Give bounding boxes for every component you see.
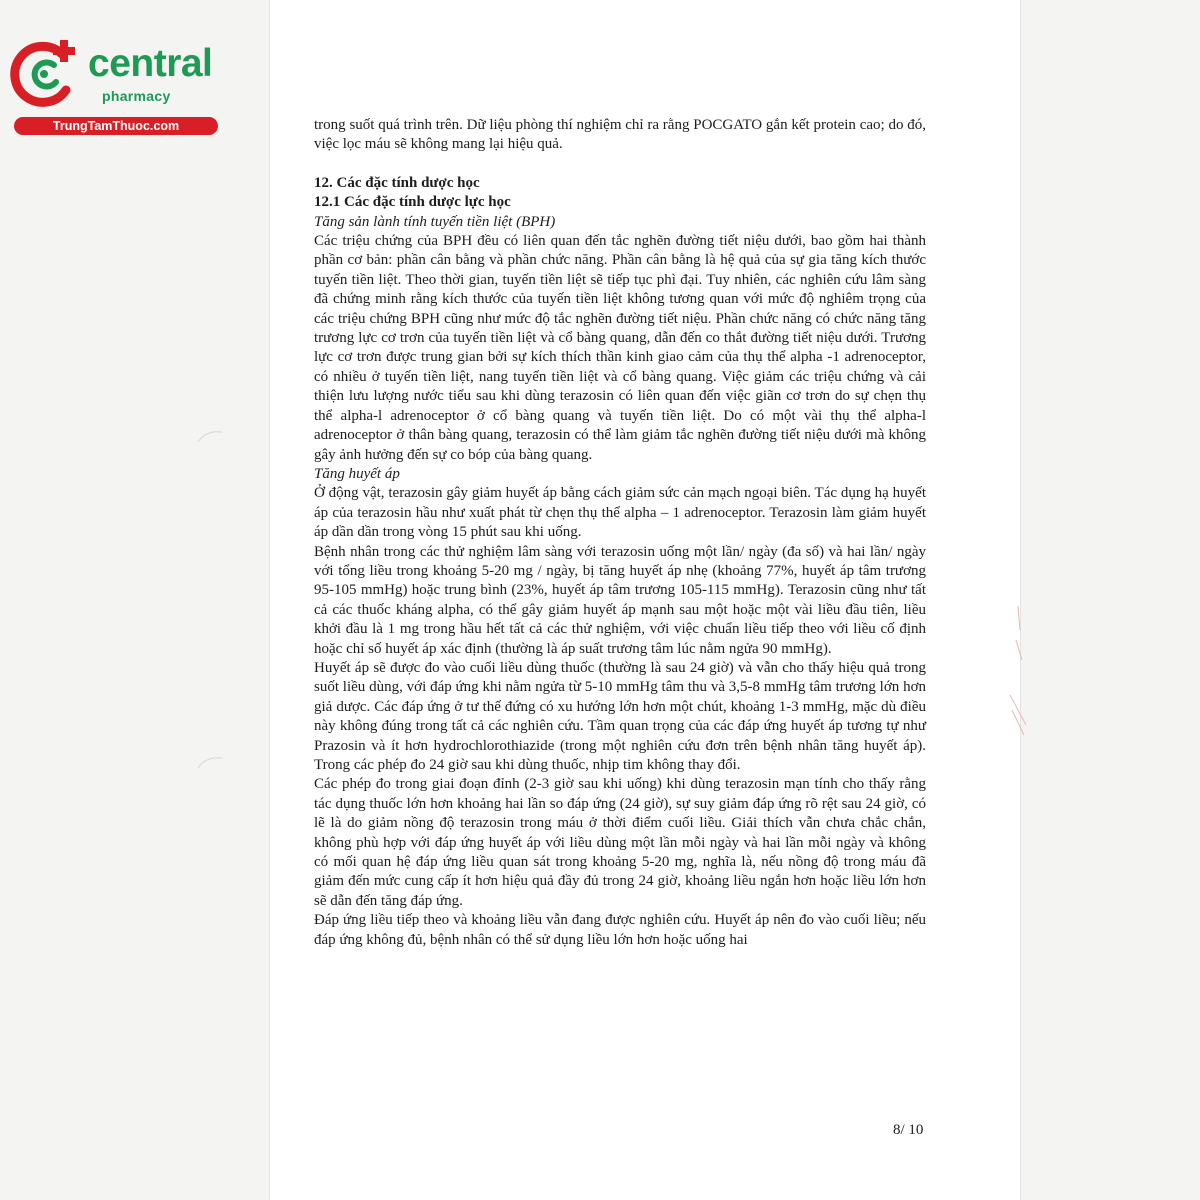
scan-mark-right xyxy=(1004,600,1032,740)
brand-website-badge[interactable]: TrungTamThuoc.com xyxy=(14,117,218,135)
paragraph-hypertension-1: Ở động vật, terazosin gây giảm huyết áp bằng cách giảm sức cản mạch ngoại biên. Tác dụng hạ huyết áp của terazosin hầu như xuất phát từ chẹn thụ thể alpha – 1 adrenoceptor. Terazosin làm giảm huyết áp dần dần trong vòng 15 phút sau khi uống. xyxy=(314,485,926,541)
paragraph-hypertension-2: Bệnh nhân trong các thử nghiệm lâm sàng với terazosin uống một lần/ ngày (đa số) và hai lần/ ngày với tổng liều trong khoảng 5-20 mg / ngày, bị tăng huyết áp nhẹ (khoảng 77%, huyết áp tâm trương 95-105 mmHg) hoặc trung bình (23%, huyết áp tâm trương 105-115 mmHg). Terazosin cũng như tất cả các thuốc kháng alpha, có thể gây giảm huyết áp mạnh sau một hoặc một vài liều đầu tiên, liều khởi đầu là 1 mg trong hầu hết tất cả các thử nghiệm, với việc chuẩn liều tiếp theo với liều cố định hoặc chỉ số huyết áp xác định (thường là áp suất trương tâm lúc nằm ngửa 90 mmHg). xyxy=(314,543,926,657)
pharmacy-cross-icon xyxy=(10,38,80,108)
spacer xyxy=(314,155,926,174)
paragraph-bph: Các triệu chứng của BPH đều có liên quan đến tắc nghẽn đường tiết niệu dưới, bao gồm hai thành phần cơ bản: phần cân bằng và phần chức năng. Phần cân bằng là hệ quả của sự gia tăng kích thước tuyến tiền liệt. Theo thời gian, tuyến tiền liệt sẽ tiếp tục phì đại. Tuy nhiên, các nghiên cứu lâm sàng đã chứng minh rằng kích thước của tuyến tiền liệt không tương quan với mức độ nghiêm trọng của các triệu chứng BPH cũng như mức độ tắc nghẽn đường tiết niệu. Phần chức năng có chức năng tăng trương lực cơ trơn của tuyến tiền liệt và cổ bàng quang, dẫn đến co thắt đường tiết niệu dưới. Trương lực cơ trơn được trung gian bởi sự kích thích thần kinh giao cảm của thụ thể alpha -1 adrenoceptor, có nhiều ở tuyến tiền liệt, nang tuyến tiền liệt và cổ bàng quang. Việc giảm các triệu chứng và cải thiện lưu lượng nước tiểu sau khi dùng terazosin có liên quan đến việc giãn cơ trơn do sự chẹn thụ thể alpha-l adrenoceptor ở cổ bàng quang và tuyến tiền liệt. Do có một vài thụ thể alpha-l adrenoceptor ở thân bàng quang, terazosin có thể làm giảm tắc nghẽn đường tiết niệu dưới mà không gây ảnh hưởng đến sự co bóp của bàng quang. xyxy=(314,233,926,463)
paragraph-hypertension-5: Đáp ứng liều tiếp theo và khoảng liều vẫn đang được nghiên cứu. Huyết áp nên đo vào cuối liều; nếu đáp ứng không đủ, bệnh nhân có thể sử dụng liều lớn hơn hoặc uống hai xyxy=(314,912,926,948)
brand-logo[interactable] xyxy=(10,36,225,138)
paragraph-hypertension-3: Huyết áp sẽ được đo vào cuối liều dùng thuốc (thường là sau 24 giờ) và vẫn cho thấy hiệu quả trong suốt liều dùng, với đáp ứng khi nằm ngửa từ 5-10 mmHg tâm thu và 3,5-8 mmHg tâm trương lớn hơn giả dược. Các đáp ứng ở tư thế đứng có xu hướng lớn hơn một chút, khoảng 1-3 mmHg, mặc dù điều này không đúng trong tất cả các nghiên cứu. Tầm quan trọng của các đáp ứng huyết áp tương tự như Prazosin và ít hơn hydrochlorothiazide (trong một nghiên cứu đơn trên bệnh nhân tăng huyết áp). Trong các phép đo 24 giờ sau khi dùng thuốc, nhịp tim không thay đổi. xyxy=(314,659,926,773)
paragraph-hypertension-4: Các phép đo trong giai đoạn đỉnh (2-3 giờ sau khi uống) khi dùng terazosin mạn tính cho thấy rằng tác dụng thuốc lớn hơn khoảng hai lần so đáp ứng (24 giờ), sự suy giảm đáp ứng rõ rệt sau 24 giờ, có lẽ là do giảm nồng độ terazosin trong máu ở thời điểm cuối liều. Giải thích vẫn chưa chắc chắn, không phù hợp với đáp ứng huyết áp với liều dùng một lần mỗi ngày và hai lần mỗi ngày và không có mối quan hệ đáp ứng liều quan sát trong khoảng 5-20 mg, nghĩa là, nếu nồng độ trong máu đã giảm đến mức cung cấp ít hơn hiệu quả đầy đủ trong 24 giờ, khoảng liều ngắn hơn hoặc liều lớn hơn sẽ dẫn đến tăng đáp ứng. xyxy=(314,776,926,909)
paragraph-dialysis: trong suốt quá trình trên. Dữ liệu phòng thí nghiệm chỉ ra rằng POCGATO gắn kết protein cao; do đó, việc lọc máu sẽ không mang lại hiệu quả. xyxy=(314,117,926,153)
scan-mark-left-1 xyxy=(196,426,226,446)
section-heading-12-1: 12.1 Các đặc tính dược lực học xyxy=(314,194,511,211)
section-heading-12: 12. Các đặc tính dược học xyxy=(314,174,480,191)
scan-mark-left-2 xyxy=(196,752,226,772)
brand-subtitle: pharmacy xyxy=(102,88,171,104)
subheading-bph: Tăng sản lành tính tuyến tiền liệt (BPH) xyxy=(314,213,556,230)
brand-name: central xyxy=(88,42,213,85)
document-body xyxy=(314,116,926,950)
page-number: 8/ 10 xyxy=(893,1122,924,1138)
subheading-hypertension: Tăng huyết áp xyxy=(314,465,400,482)
